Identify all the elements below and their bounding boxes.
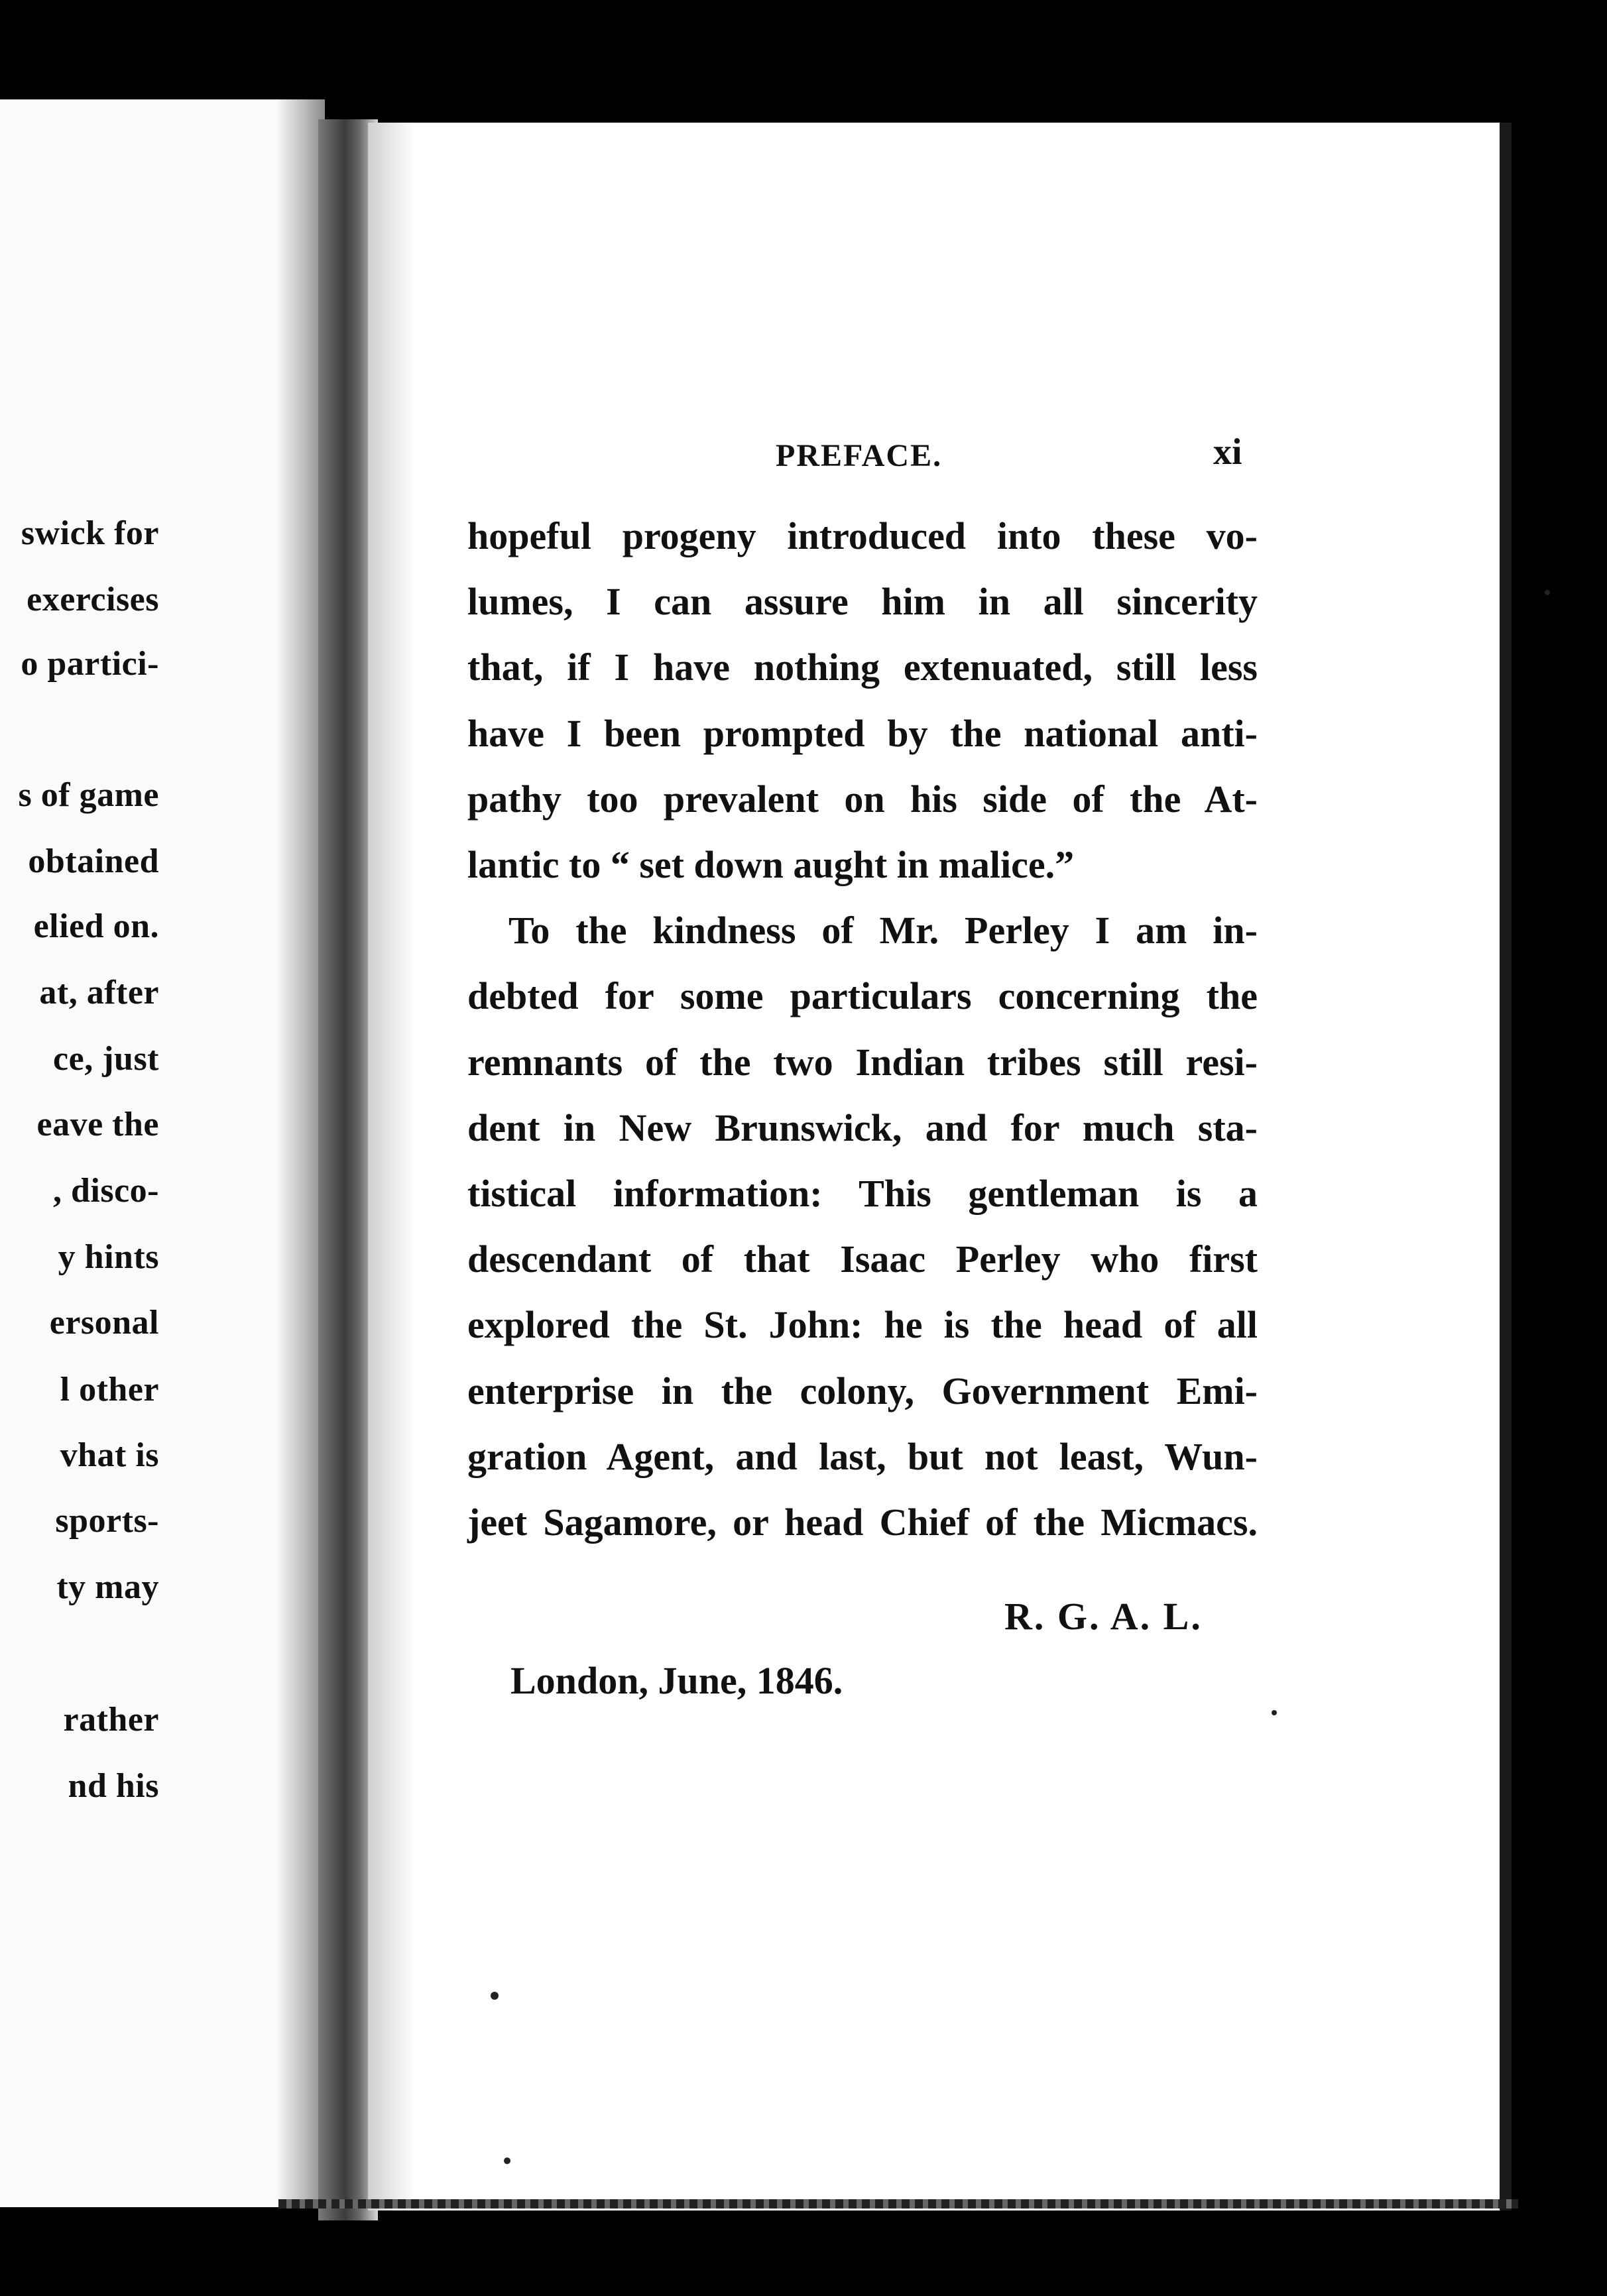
left-page-line: nd his [68,1767,159,1805]
text-line: that, if I have nothing extenuated, still less [467,646,1258,689]
left-page-line: elied on. [33,907,159,945]
left-page-line: vhat is [60,1436,159,1474]
left-page-line: exercises [27,581,159,618]
page-gutter-shadow [368,123,414,2210]
left-page-line: l other [60,1371,159,1408]
left-page-line: swick for [21,514,159,552]
ink-speck [1272,1710,1277,1715]
page-number: xi [1213,431,1242,473]
text-line: dent in New Brunswick, and for much sta- [467,1106,1258,1149]
text-line: pathy too prevalent on his side of the At- [467,777,1258,821]
left-page-line: ce, just [53,1040,159,1078]
left-page-line: ty may [56,1568,159,1606]
ink-speck [491,1992,499,2000]
dateline: London, June, 1846. [510,1659,843,1702]
running-head: PREFACE. [776,438,943,473]
text-line: jeet Sagamore, or head Chief of the Micmacs. [467,1501,1258,1544]
left-page-line: o partici- [21,645,159,683]
author-initials: R. G. A. L. [1004,1595,1203,1638]
left-page-line: y hints [58,1238,159,1276]
text-line: enterprise in the colony, Government Emi- [467,1369,1258,1412]
text-line: To the kindness of Mr. Perley I am in- [508,909,1258,952]
left-page-line: s of game [18,776,159,814]
ink-speck [1545,590,1550,595]
text-line: explored the St. John: he is the head of all [467,1303,1258,1346]
text-line: hopeful progeny introduced into these vo- [467,514,1258,557]
text-line: tistical information: This gentleman is a [467,1172,1258,1215]
left-page-line: at, after [39,974,159,1011]
left-page-line: eave the [36,1106,159,1143]
page-bottom-edge [278,2199,1518,2209]
left-page-line: ersonal [49,1304,159,1342]
left-page-line: , disco- [53,1172,159,1210]
text-line: remnants of the two Indian tribes still resi- [467,1041,1258,1084]
text-line: descendant of that Isaac Perley who first [467,1237,1258,1281]
text-line: lantic to “ set down aught in malice.” [467,843,1075,886]
text-line: debted for some particulars concerning the [467,974,1258,1017]
right-page [368,123,1512,2210]
text-line: gration Agent, and last, but not least, Wun- [467,1435,1258,1478]
left-page-line: rather [63,1701,159,1739]
text-line: have I been prompted by the national anti- [467,712,1258,755]
ink-speck [504,2157,510,2164]
text-line: lumes, I can assure him in all sincerity [467,580,1258,623]
left-page-line: sports- [55,1502,159,1540]
left-page-line: obtained [28,842,159,880]
left-page [0,99,325,2207]
